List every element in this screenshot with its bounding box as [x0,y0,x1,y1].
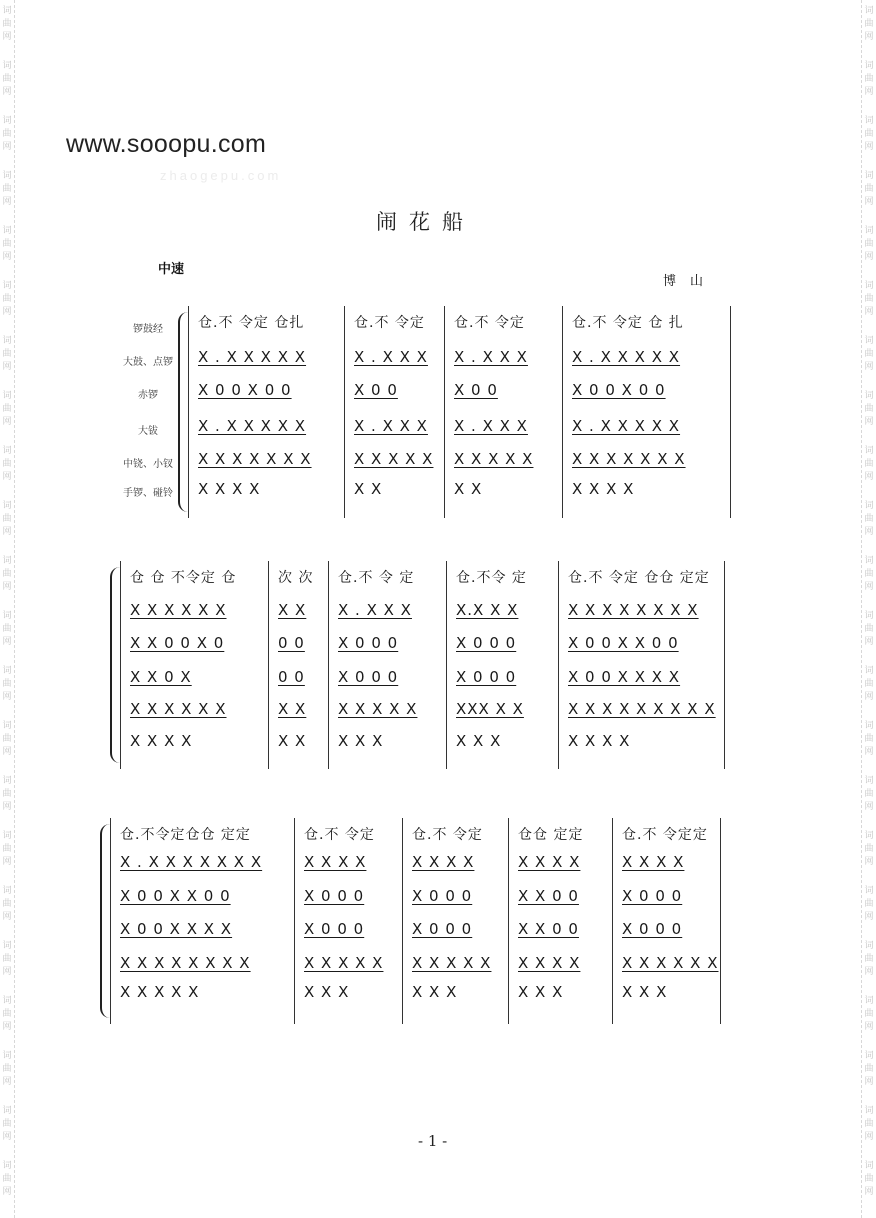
rhythm-notation: X X X X [304,853,367,871]
watermark-char: 词 [864,336,874,346]
watermark-char: 词 [864,556,874,566]
watermark-char: 词 [864,886,874,896]
rhythm-notation: X . X X X [354,348,428,366]
gong-syllables: 仓.不 令定 [412,827,483,843]
watermark-char: 网 [2,802,12,812]
bar-line [294,818,295,1024]
watermark-char: 网 [864,912,874,922]
watermark-char: 词 [864,281,874,291]
gong-syllables: 仓.不令 定 [456,570,527,586]
watermark-char: 曲 [864,129,874,139]
watermark-char: 曲 [864,789,874,799]
bar-line [344,306,345,518]
watermark-char: 网 [2,197,12,207]
watermark-char: 曲 [2,349,12,359]
bar-line [328,561,329,769]
watermark-char: 曲 [2,789,12,799]
rhythm-notation: 0 0 [278,634,305,652]
rhythm-notation: X 0 0 X X 0 0 [568,634,679,652]
score-title: 闹花船 [376,210,475,234]
watermark-char: 曲 [2,1174,12,1184]
watermark-char: 词 [2,226,12,236]
rhythm-notation: X 0 0 X 0 0 [572,381,666,399]
measure [304,824,398,1018]
rhythm-notation: X . X X X X X [572,348,681,366]
watermark-char: 词 [2,831,12,841]
rhythm-notation: X X X X [518,954,581,972]
watermark-char: 网 [2,417,12,427]
watermark-char: 网 [864,417,874,427]
bar-line [188,306,189,518]
watermark-char: 词 [2,501,12,511]
watermark-char: 曲 [2,404,12,414]
rhythm-notation: X X X X X X X X X [568,700,716,718]
rhythm-notation: X X [454,480,483,498]
watermark-char: 网 [864,1022,874,1032]
rhythm-notation: X 0 0 X X X X [568,668,681,686]
watermark-char: 网 [2,582,12,592]
watermark-char: 网 [2,637,12,647]
watermark-char: 网 [2,87,12,97]
bar-line [110,818,111,1024]
rhythm-notation: X X X X [198,480,261,498]
rhythm-notation: X 0 0 0 [304,887,365,905]
bar-line [558,561,559,769]
watermark-char: 曲 [2,679,12,689]
rhythm-notation: X X X X X [120,983,200,1001]
watermark-char: 曲 [2,734,12,744]
watermark-char: 曲 [864,569,874,579]
gong-syllables: 仓.不 令定 仓扎 [198,315,305,331]
watermark-char: 网 [2,857,12,867]
measure [120,824,290,1018]
watermark-char: 词 [864,6,874,16]
rhythm-notation: X . X X X [354,417,428,435]
measure [412,824,504,1018]
rhythm-notation: X X X X [572,480,635,498]
rhythm-notation: X 0 0 0 [412,887,473,905]
bar-line [444,306,445,518]
rhythm-notation: X X 0 0 [518,920,579,938]
rhythm-notation: X X X [338,732,384,750]
measure [456,567,554,763]
system-brace [110,567,120,763]
gong-syllables: 仓 仓 不令定 仓 [130,570,237,586]
bar-line [446,561,447,769]
watermark-char: 曲 [2,569,12,579]
instrument-label: 大鼓、点锣 [123,357,173,368]
watermark-char: 词 [2,886,12,896]
rhythm-notation: X X X X X X X [572,450,686,468]
gong-syllables: 仓.不令定仓仓 定定 [120,827,251,843]
watermark-char: 网 [864,197,874,207]
watermark-char: 网 [864,582,874,592]
gong-syllables: 仓仓 定定 [518,827,584,843]
watermark-strip-right [861,0,876,1218]
bar-line [508,818,509,1024]
instrument-label: 手锣、碰铃 [123,488,173,499]
bar-line [268,561,269,769]
rhythm-notation: X X X [518,983,564,1001]
watermark-char: 网 [864,637,874,647]
rhythm-notation: X 0 0 0 [622,920,683,938]
watermark-char: 词 [864,61,874,71]
watermark-char: 曲 [2,514,12,524]
watermark-char: 曲 [2,239,12,249]
watermark-char: 曲 [864,1064,874,1074]
rhythm-notation: X X X [412,983,458,1001]
watermark-char: 曲 [864,239,874,249]
gong-syllables: 仓.不 令定 [454,315,525,331]
rhythm-notation: X X X X X [304,954,384,972]
rhythm-notation: X X X X X X X X [568,601,699,619]
rhythm-notation: X X X X X X [130,700,227,718]
watermark-char: 曲 [2,954,12,964]
watermark-char: 词 [2,941,12,951]
watermark-char: 词 [2,721,12,731]
system-brace [178,312,188,512]
gong-syllables: 仓.不 令定 [354,315,425,331]
watermark-char: 网 [2,472,12,482]
watermark-char: 曲 [864,349,874,359]
watermark-char: 曲 [864,734,874,744]
watermark-char: 词 [2,1106,12,1116]
bar-line [612,818,613,1024]
bar-line [402,818,403,1024]
rhythm-notation: X X X X X X X [198,450,312,468]
watermark-char: 网 [864,307,874,317]
watermark-char: 词 [2,171,12,181]
watermark-char: 曲 [864,514,874,524]
watermark-char: 曲 [864,624,874,634]
rhythm-notation: X 0 0 [354,381,398,399]
watermark-char: 词 [864,226,874,236]
measure [130,567,264,763]
watermark-char: 曲 [864,844,874,854]
rhythm-notation: X X X X X X X X [120,954,251,972]
watermark-char: 网 [864,1187,874,1197]
watermark-char: 曲 [864,294,874,304]
rhythm-notation: X 0 0 0 [456,668,517,686]
score-system [120,567,724,763]
watermark-char: 词 [2,776,12,786]
watermark-char: 曲 [2,19,12,29]
gong-syllables: 仓.不 令定 [304,827,375,843]
watermark-char: 曲 [2,184,12,194]
measure [568,567,720,763]
watermark-char: 词 [2,666,12,676]
watermark-char: 词 [2,336,12,346]
watermark-char: 曲 [864,404,874,414]
watermark-char: 词 [2,556,12,566]
rhythm-notation: X . X X X X X [572,417,681,435]
rhythm-notation: X 0 0 X 0 0 [198,381,292,399]
watermark-char: 网 [864,87,874,97]
watermark-char: 词 [864,171,874,181]
watermark-char: 词 [864,996,874,1006]
watermark-char: 词 [2,1051,12,1061]
watermark-char: 词 [2,281,12,291]
watermark-char: 曲 [864,954,874,964]
watermark-char: 网 [2,1187,12,1197]
bar-line [120,561,121,769]
rhythm-notation: X . X X X X X X X [120,853,263,871]
gong-syllables: 仓.不 令 定 [338,570,415,586]
watermark-char: 词 [2,611,12,621]
rhythm-notation: X X 0 0 X 0 [130,634,225,652]
instrument-label: 中铙、小钗 [123,459,173,470]
rhythm-notation: X.X X X [456,601,519,619]
watermark-char: 网 [2,307,12,317]
watermark-char: 曲 [2,1064,12,1074]
rhythm-notation: X X [278,700,307,718]
instrument-label: 锣鼓经 [133,324,163,335]
rhythm-notation: X X X X X X [622,954,719,972]
gong-syllables: 仓.不 令定 仓 扎 [572,315,684,331]
tempo-marking: 中速 [158,262,185,277]
gong-syllables: 次 次 [278,570,314,586]
rhythm-notation: X 0 0 X X X X [120,920,233,938]
rhythm-notation: X . X X X [338,601,412,619]
watermark-char: 曲 [864,1119,874,1129]
rhythm-notation: X . X X X [454,417,528,435]
score-origin: 博山 [663,274,718,289]
rhythm-notation: X 0 0 0 [412,920,473,938]
instrument-label: 大钹 [138,426,158,437]
site-url-shadow: zhaogepu.com [160,168,282,183]
rhythm-notation: X 0 0 [454,381,498,399]
watermark-char: 网 [2,1132,12,1142]
watermark-char: 网 [2,1022,12,1032]
rhythm-notation: X . X X X X X [198,417,307,435]
watermark-char: 词 [864,831,874,841]
measure [572,312,726,512]
watermark-char: 曲 [2,459,12,469]
rhythm-notation: X X X X X [454,450,534,468]
watermark-char: 曲 [2,74,12,84]
watermark-char: 词 [864,391,874,401]
watermark-char: 曲 [864,1009,874,1019]
rhythm-notation: X X 0 0 [518,887,579,905]
watermark-char: 曲 [864,1174,874,1184]
rhythm-notation: XXX X X [456,700,524,718]
watermark-char: 词 [2,61,12,71]
rhythm-notation: X . X X X [454,348,528,366]
watermark-char: 词 [2,391,12,401]
watermark-char: 网 [2,967,12,977]
rhythm-notation: X X X X [622,853,685,871]
watermark-char: 曲 [2,844,12,854]
watermark-char: 曲 [864,74,874,84]
system-brace [100,824,110,1018]
watermark-char: 曲 [864,679,874,689]
watermark-char: 词 [2,1161,12,1171]
watermark-char: 词 [864,501,874,511]
watermark-char: 网 [864,362,874,372]
watermark-char: 曲 [2,1009,12,1019]
watermark-char: 词 [864,1161,874,1171]
watermark-char: 曲 [864,459,874,469]
watermark-char: 词 [864,446,874,456]
watermark-char: 网 [864,1132,874,1142]
watermark-char: 网 [2,142,12,152]
rhythm-notation: X 0 0 0 [338,634,399,652]
rhythm-notation: X X [278,732,307,750]
measure [198,312,340,512]
gong-syllables: 仓.不 令定 仓仓 定定 [568,570,710,586]
rhythm-notation: X X [278,601,307,619]
measure [278,567,324,763]
rhythm-notation: X X X [622,983,668,1001]
watermark-char: 网 [864,142,874,152]
watermark-char: 网 [2,747,12,757]
watermark-char: 网 [864,692,874,702]
watermark-char: 词 [2,446,12,456]
watermark-char: 词 [864,116,874,126]
rhythm-notation: X X X [456,732,502,750]
rhythm-notation: X 0 0 0 [304,920,365,938]
rhythm-notation: X X X X [568,732,631,750]
watermark-char: 词 [864,666,874,676]
measure [454,312,558,512]
watermark-char: 网 [2,362,12,372]
watermark-char: 网 [2,527,12,537]
score-system [188,312,730,512]
watermark-char: 网 [864,472,874,482]
watermark-char: 网 [864,527,874,537]
watermark-char: 曲 [864,899,874,909]
rhythm-notation: X 0 0 X X 0 0 [120,887,231,905]
gong-syllables: 仓.不 令定定 [622,827,708,843]
measure [338,567,442,763]
rhythm-notation: X X X X [412,853,475,871]
bar-line [724,561,725,769]
watermark-char: 网 [864,967,874,977]
rhythm-notation: X 0 0 0 [456,634,517,652]
rhythm-notation: X X X X [130,732,193,750]
rhythm-notation: X X X X X [338,700,418,718]
watermark-char: 网 [2,252,12,262]
watermark-char: 网 [864,252,874,262]
watermark-char: 词 [2,996,12,1006]
rhythm-notation: X X X X X [412,954,492,972]
measure [518,824,608,1018]
watermark-char: 词 [864,776,874,786]
bar-line [562,306,563,518]
watermark-char: 曲 [2,294,12,304]
watermark-char: 网 [864,747,874,757]
watermark-char: 曲 [2,899,12,909]
watermark-char: 网 [864,857,874,867]
rhythm-notation: X X [354,480,383,498]
watermark-char: 曲 [2,129,12,139]
measure [622,824,719,1018]
rhythm-notation: X 0 0 0 [622,887,683,905]
watermark-char: 词 [864,1106,874,1116]
rhythm-notation: X X 0 X [130,668,192,686]
watermark-char: 网 [864,802,874,812]
rhythm-notation: X X X X [518,853,581,871]
watermark-char: 网 [2,32,12,42]
watermark-char: 网 [2,1077,12,1087]
watermark-char: 曲 [2,624,12,634]
site-url[interactable]: www.sooopu.com [66,130,267,158]
rhythm-notation: X X X X X X [130,601,227,619]
watermark-char: 词 [864,1051,874,1061]
score-system [110,824,720,1018]
watermark-char: 网 [2,912,12,922]
bar-line [730,306,731,518]
watermark-strip-left [0,0,15,1218]
watermark-char: 词 [2,116,12,126]
watermark-char: 曲 [864,19,874,29]
watermark-char: 词 [2,6,12,16]
measure [354,312,440,512]
watermark-char: 网 [864,1077,874,1087]
instrument-label: 赤锣 [138,390,158,401]
watermark-char: 曲 [2,1119,12,1129]
watermark-char: 曲 [864,184,874,194]
watermark-char: 词 [864,611,874,621]
page-number: - 1 - [418,1132,448,1150]
bar-line [720,818,721,1024]
rhythm-notation: X . X X X X X [198,348,307,366]
watermark-char: 词 [864,941,874,951]
rhythm-notation: 0 0 [278,668,305,686]
watermark-char: 网 [864,32,874,42]
rhythm-notation: X X X [304,983,350,1001]
rhythm-notation: X X X X X [354,450,434,468]
watermark-char: 词 [864,721,874,731]
watermark-char: 网 [2,692,12,702]
rhythm-notation: X 0 0 0 [338,668,399,686]
